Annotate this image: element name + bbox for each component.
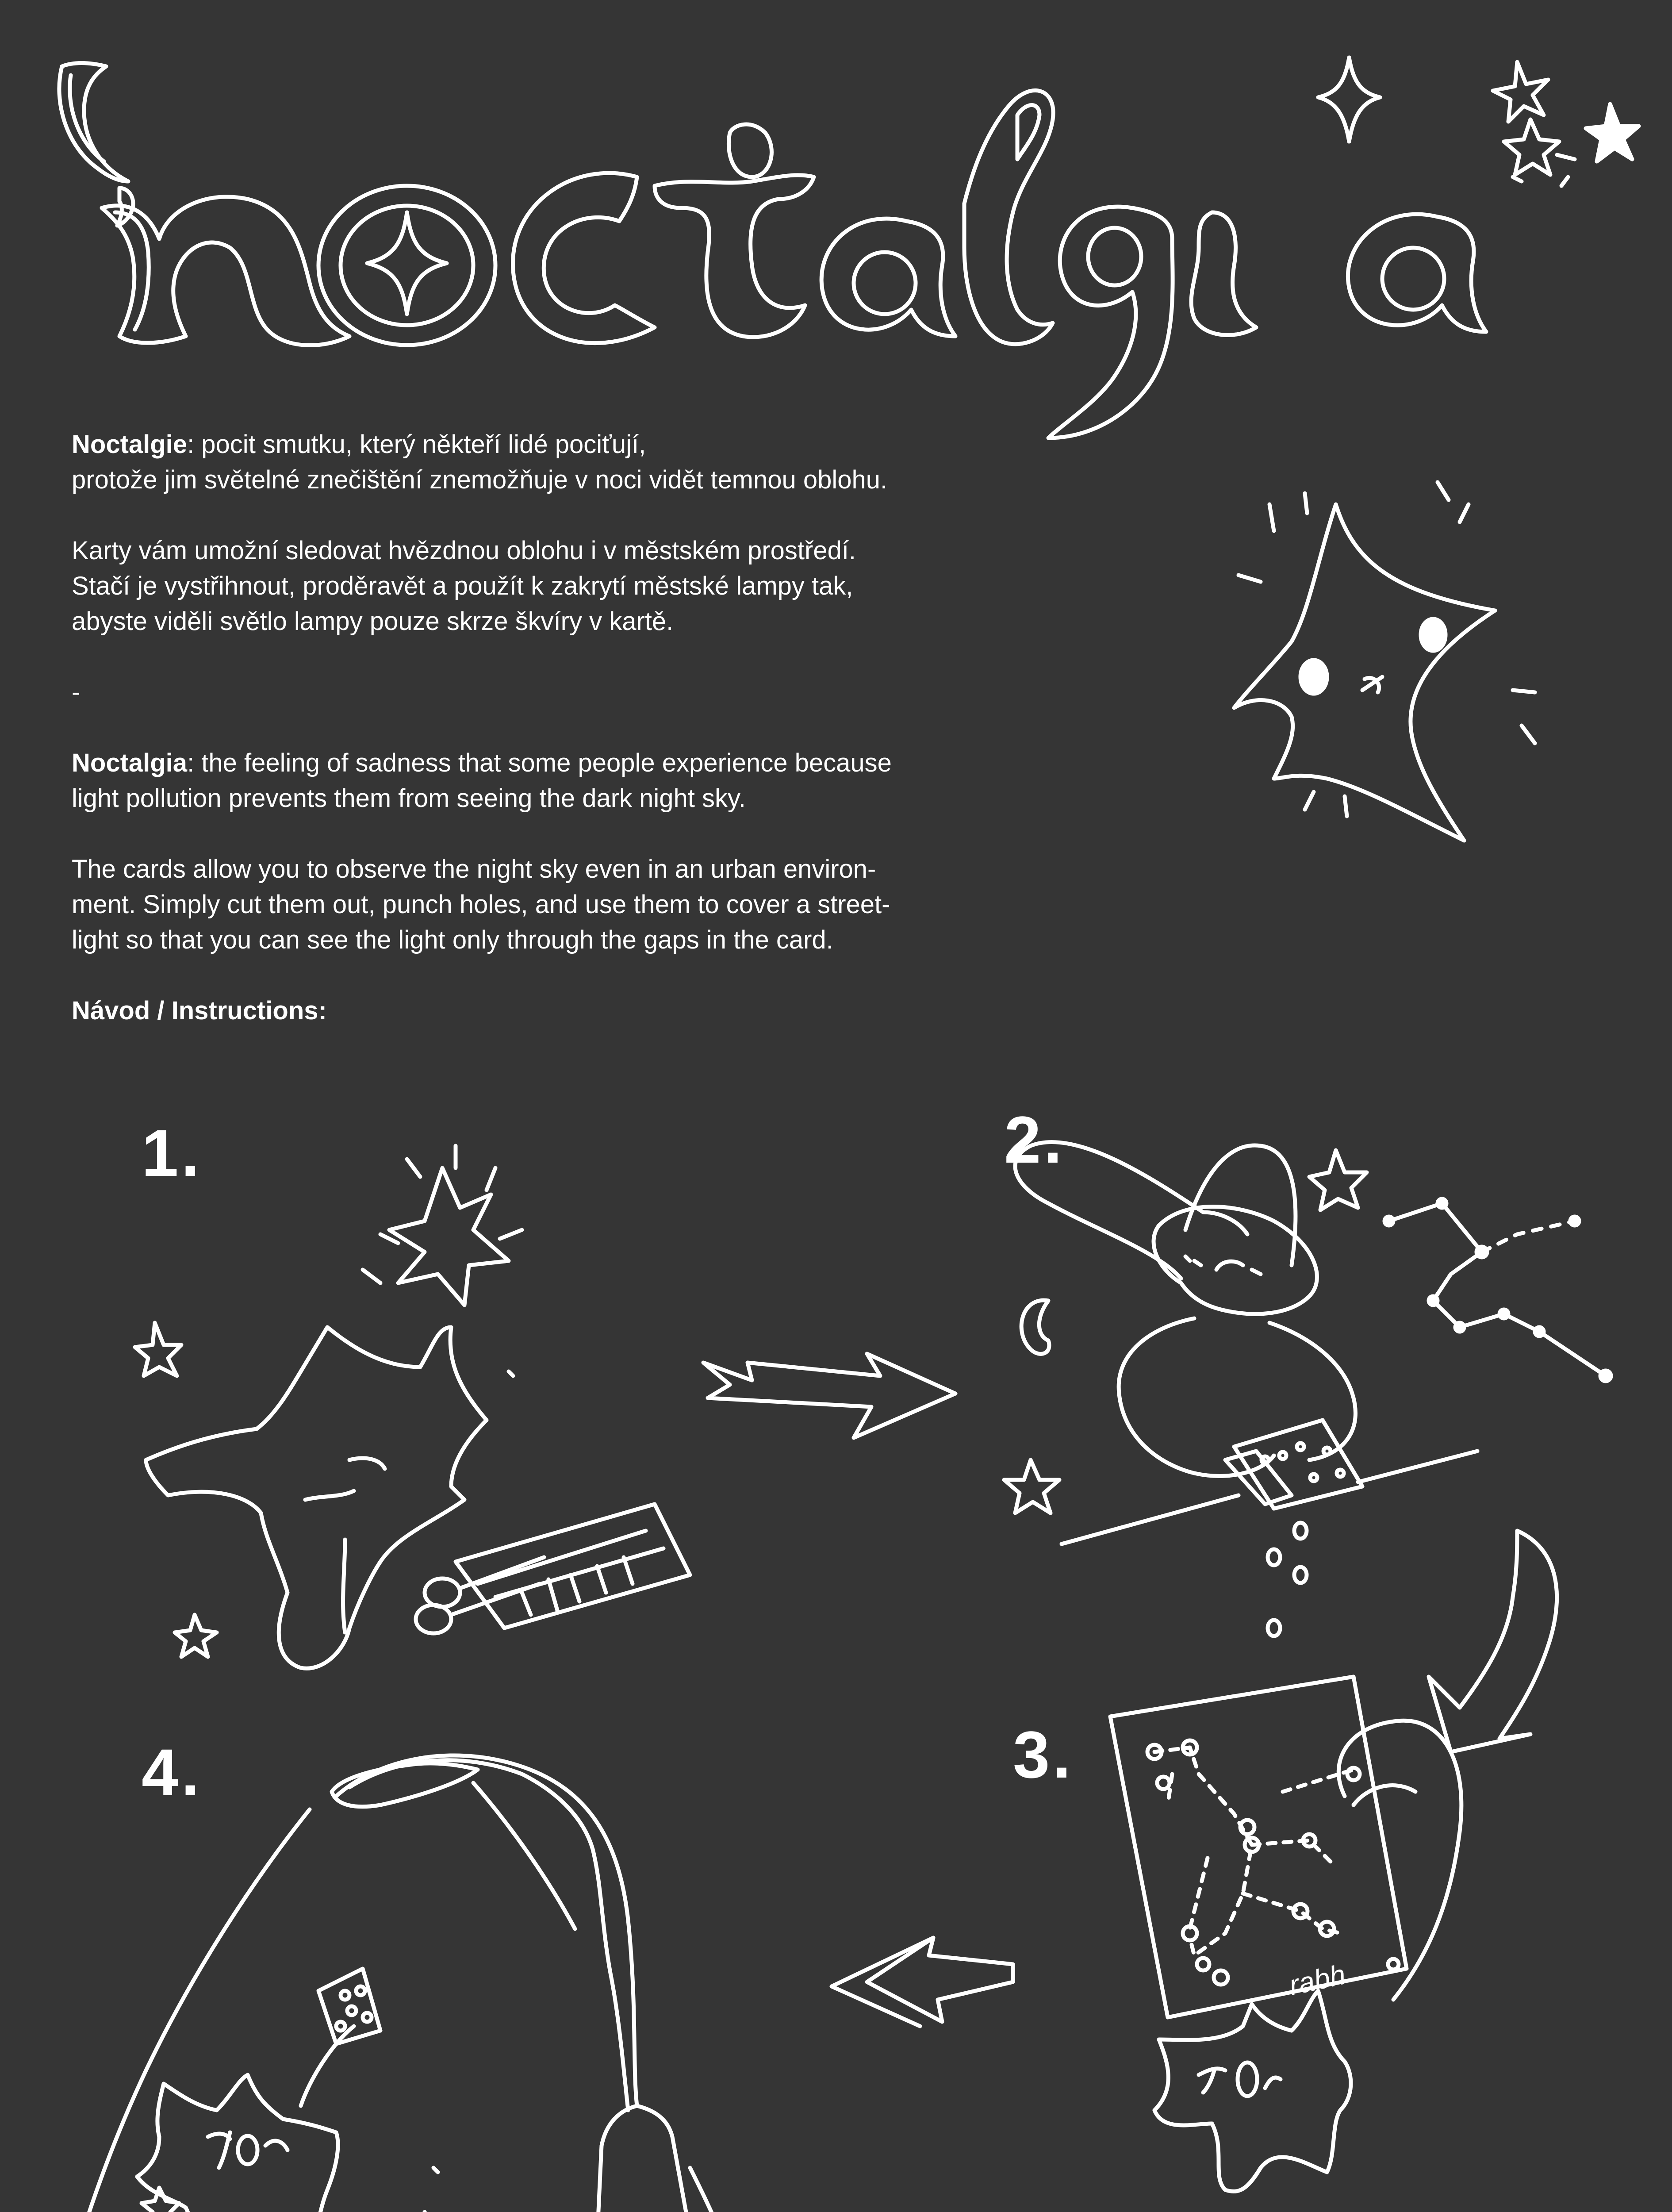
cz-term: Noctalgie (72, 430, 188, 459)
cz-usage-line1: Karty vám umožní sledovat hvězdnou oblohu i v městském prostředí. (72, 536, 856, 565)
step-number-3: 3. (1013, 1717, 1074, 1792)
sparkle-icon (367, 212, 447, 314)
card-icon (1234, 1420, 1362, 1509)
star-icon (1493, 62, 1548, 122)
title-lettering (59, 58, 1639, 438)
cz-usage-line2: Stačí je vystřihnout, proděravět a použít k zakrytí městské lampy tak, (72, 572, 853, 600)
card-signature: rabh (1286, 1958, 1349, 2001)
en-usage-line3: light so that you can see the light only through the gaps in the card. (72, 926, 833, 954)
star-icon (135, 1323, 181, 1376)
en-term: Noctalgia (72, 749, 188, 777)
arrow-icon (703, 1354, 1557, 2026)
intro-text-block (72, 427, 1124, 1029)
step1-illustration (135, 1146, 690, 1668)
step3-illustration (1110, 1677, 1461, 2191)
star-icon (175, 1615, 217, 1657)
sparkle-icon (1318, 58, 1380, 142)
en-definition (72, 745, 1124, 781)
step4-illustration (75, 1755, 730, 2212)
street-lamp-icon (75, 1755, 730, 2212)
constellation-icon (1147, 1740, 1399, 1985)
en-usage-line1: The cards allow you to observe the night sky even in an urban environ- (72, 855, 876, 883)
moon-icon (1021, 1300, 1049, 1354)
cz-def-line2: protože jim světelné znečištění znemožňuje v noci vidět temnou oblohu. (72, 465, 888, 494)
star-icon (1504, 119, 1559, 175)
card-icon (456, 1504, 690, 1628)
step2-illustration (1004, 1142, 1611, 1636)
step-number-1: 1. (142, 1116, 203, 1190)
instructions-heading: Návod / Instructions: (72, 996, 327, 1025)
star-icon (1309, 1150, 1367, 1210)
en-def-line1: : the feeling of sadness that some people experience because (187, 749, 892, 777)
en-usage-line2: ment. Simply cut them out, punch holes, and use them to cover a street- (72, 890, 890, 919)
step-number-2: 2. (1004, 1102, 1065, 1177)
sparkle-icon (389, 1168, 509, 1305)
step-number-4: 4. (142, 1735, 203, 1809)
star-character-icon (1234, 482, 1535, 841)
en-def-line2: light pollution prevents them from seeing the dark night sky. (72, 784, 746, 813)
cz-usage-line3: abyste viděli světlo lampy pouze skrze škvíry v kartě. (72, 607, 674, 636)
cz-definition (72, 427, 1124, 462)
constellation-icon (1384, 1199, 1611, 1381)
star-icon (1586, 104, 1639, 161)
star-icon (1004, 1460, 1059, 1513)
cz-def-line1: : pocit smutku, který někteří lidé pociťují, (187, 430, 646, 459)
language-separator: - (72, 678, 81, 707)
